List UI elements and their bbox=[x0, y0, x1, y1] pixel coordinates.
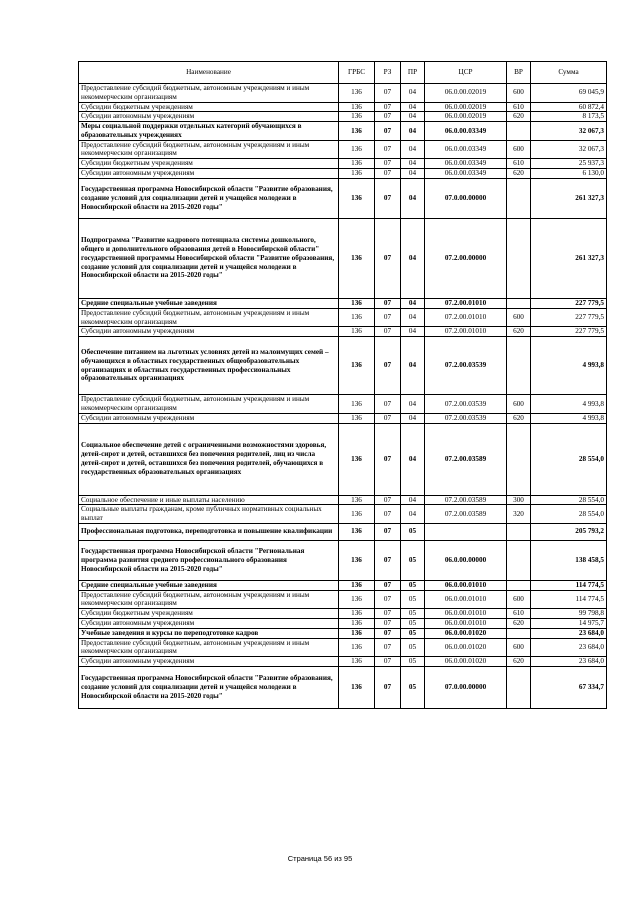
page-number: Страница 56 из 95 bbox=[287, 854, 353, 863]
cell-pr: 04 bbox=[401, 337, 425, 395]
cell-sum: 114 774,5 bbox=[531, 580, 607, 590]
cell-rz: 07 bbox=[375, 112, 401, 122]
cell-name: Предоставление субсидий бюджетным, автономным учреждениям и иным некоммерческим организациям bbox=[79, 140, 339, 159]
table-row bbox=[79, 140, 607, 159]
cell-csr: 06.0.00.03349 bbox=[425, 122, 507, 141]
cell-name: Государственная программа Новосибирской области "Развитие образования, создание условий для социализации детей и учащейся молодежи в Новосибирской области на 2015-2020 годы" bbox=[79, 178, 339, 218]
cell-name: Субсидии бюджетным учреждениям bbox=[79, 102, 339, 112]
cell-sum: 227 779,5 bbox=[531, 298, 607, 308]
cell-pr: 05 bbox=[401, 523, 425, 540]
cell-vr bbox=[507, 423, 531, 495]
table-row bbox=[79, 337, 607, 395]
table-row bbox=[79, 628, 607, 638]
cell-csr: 06.0.00.01010 bbox=[425, 590, 507, 609]
cell-vr: 610 bbox=[507, 609, 531, 619]
cell-pr: 04 bbox=[401, 308, 425, 327]
cell-vr: 620 bbox=[507, 413, 531, 423]
cell-grbs: 136 bbox=[339, 178, 375, 218]
cell-pr: 04 bbox=[401, 102, 425, 112]
table-row bbox=[79, 666, 607, 708]
header-name: Наименование bbox=[79, 62, 339, 84]
cell-sum: 69 045,9 bbox=[531, 84, 607, 103]
cell-rz: 07 bbox=[375, 618, 401, 628]
cell-vr: 600 bbox=[507, 308, 531, 327]
cell-rz: 07 bbox=[375, 84, 401, 103]
cell-vr: 600 bbox=[507, 590, 531, 609]
cell-grbs: 136 bbox=[339, 159, 375, 169]
cell-rz: 07 bbox=[375, 122, 401, 141]
table-row bbox=[79, 327, 607, 337]
cell-name: Предоставление субсидий бюджетным, автономным учреждениям и иным некоммерческим организациям bbox=[79, 590, 339, 609]
table-row bbox=[79, 505, 607, 524]
cell-name: Обеспечение питанием на льготных условиях детей из малоимущих семей – обучающихся в областных государственных общеобразовательных организациях и областных государственных профессиональных образовательных организациях bbox=[79, 337, 339, 395]
cell-grbs: 136 bbox=[339, 495, 375, 505]
cell-sum: 114 774,5 bbox=[531, 590, 607, 609]
cell-name: Меры социальной поддержки отдельных категорий обучающихся в образовательных учреждениях bbox=[79, 122, 339, 141]
cell-rz: 07 bbox=[375, 298, 401, 308]
cell-pr: 04 bbox=[401, 159, 425, 169]
cell-rz: 07 bbox=[375, 140, 401, 159]
cell-rz: 07 bbox=[375, 540, 401, 580]
cell-grbs: 136 bbox=[339, 666, 375, 708]
cell-pr: 05 bbox=[401, 609, 425, 619]
cell-csr: 06.0.00.01010 bbox=[425, 618, 507, 628]
table-row bbox=[79, 413, 607, 423]
cell-pr: 04 bbox=[401, 395, 425, 414]
cell-grbs: 136 bbox=[339, 84, 375, 103]
cell-pr: 04 bbox=[401, 122, 425, 141]
table-row bbox=[79, 638, 607, 657]
cell-sum: 28 554,0 bbox=[531, 505, 607, 524]
cell-sum: 23 684,0 bbox=[531, 628, 607, 638]
cell-rz: 07 bbox=[375, 169, 401, 179]
cell-vr bbox=[507, 540, 531, 580]
cell-name: Предоставление субсидий бюджетным, автономным учреждениям и иным некоммерческим организациям bbox=[79, 308, 339, 327]
cell-rz: 07 bbox=[375, 337, 401, 395]
cell-csr: 07.2.00.01010 bbox=[425, 308, 507, 327]
cell-pr: 04 bbox=[401, 112, 425, 122]
cell-sum: 67 334,7 bbox=[531, 666, 607, 708]
cell-vr: 620 bbox=[507, 657, 531, 667]
budget-table bbox=[78, 61, 607, 709]
cell-csr: 07.2.00.03539 bbox=[425, 413, 507, 423]
cell-name: Субсидии автономным учреждениям bbox=[79, 618, 339, 628]
cell-name: Субсидии бюджетным учреждениям bbox=[79, 609, 339, 619]
cell-name: Субсидии автономным учреждениям bbox=[79, 657, 339, 667]
cell-sum: 227 779,5 bbox=[531, 327, 607, 337]
cell-pr: 04 bbox=[401, 218, 425, 298]
cell-rz: 07 bbox=[375, 628, 401, 638]
cell-pr: 04 bbox=[401, 84, 425, 103]
cell-rz: 07 bbox=[375, 178, 401, 218]
cell-sum: 6 130,0 bbox=[531, 169, 607, 179]
cell-vr: 320 bbox=[507, 505, 531, 524]
table-row bbox=[79, 495, 607, 505]
cell-csr: 06.0.00.01020 bbox=[425, 638, 507, 657]
cell-rz: 07 bbox=[375, 580, 401, 590]
cell-sum: 99 798,8 bbox=[531, 609, 607, 619]
table-row bbox=[79, 102, 607, 112]
cell-vr: 620 bbox=[507, 169, 531, 179]
table-row bbox=[79, 159, 607, 169]
cell-grbs: 136 bbox=[339, 102, 375, 112]
table-body bbox=[79, 84, 607, 709]
cell-grbs: 136 bbox=[339, 413, 375, 423]
cell-grbs: 136 bbox=[339, 423, 375, 495]
cell-pr: 05 bbox=[401, 618, 425, 628]
cell-rz: 07 bbox=[375, 638, 401, 657]
cell-csr: 06.0.00.02019 bbox=[425, 84, 507, 103]
cell-sum: 32 067,3 bbox=[531, 140, 607, 159]
table-row bbox=[79, 657, 607, 667]
table-header-row bbox=[79, 62, 607, 84]
cell-rz: 07 bbox=[375, 327, 401, 337]
cell-name: Профессиональная подготовка, переподготовка и повышение квалификации bbox=[79, 523, 339, 540]
cell-csr bbox=[425, 523, 507, 540]
cell-grbs: 136 bbox=[339, 140, 375, 159]
cell-pr: 05 bbox=[401, 540, 425, 580]
table-row bbox=[79, 580, 607, 590]
cell-name: Средние специальные учебные заведения bbox=[79, 298, 339, 308]
cell-vr bbox=[507, 666, 531, 708]
cell-csr: 07.2.00.03589 bbox=[425, 495, 507, 505]
cell-pr: 05 bbox=[401, 638, 425, 657]
cell-csr: 06.0.00.01010 bbox=[425, 580, 507, 590]
cell-csr: 06.0.00.01010 bbox=[425, 609, 507, 619]
cell-grbs: 136 bbox=[339, 628, 375, 638]
cell-name: Субсидии автономным учреждениям bbox=[79, 112, 339, 122]
cell-grbs: 136 bbox=[339, 112, 375, 122]
cell-vr: 610 bbox=[507, 159, 531, 169]
cell-grbs: 136 bbox=[339, 298, 375, 308]
cell-name: Субсидии автономным учреждениям bbox=[79, 413, 339, 423]
cell-grbs: 136 bbox=[339, 638, 375, 657]
cell-grbs: 136 bbox=[339, 523, 375, 540]
cell-csr: 07.2.00.03589 bbox=[425, 423, 507, 495]
table-row bbox=[79, 218, 607, 298]
cell-csr: 06.0.00.02019 bbox=[425, 102, 507, 112]
cell-vr: 600 bbox=[507, 395, 531, 414]
cell-pr: 04 bbox=[401, 495, 425, 505]
cell-sum: 28 554,0 bbox=[531, 423, 607, 495]
cell-sum: 261 327,3 bbox=[531, 178, 607, 218]
cell-pr: 05 bbox=[401, 580, 425, 590]
cell-name: Подпрограмма "Развитие кадрового потенциала системы дошкольного, общего и дополнительного образования детей в Новосибирской области" государственной программы Новосибирской области "Развитие образования, создание условий для социализации детей и учащейся молодежи в Новосибирской области на 2015-2020 годы" bbox=[79, 218, 339, 298]
cell-vr bbox=[507, 523, 531, 540]
cell-rz: 07 bbox=[375, 218, 401, 298]
cell-pr: 04 bbox=[401, 178, 425, 218]
cell-rz: 07 bbox=[375, 395, 401, 414]
cell-csr: 07.2.00.00000 bbox=[425, 218, 507, 298]
cell-name: Субсидии автономным учреждениям bbox=[79, 169, 339, 179]
cell-name: Учебные заведения и курсы по переподготовке кадров bbox=[79, 628, 339, 638]
cell-sum: 4 993,8 bbox=[531, 413, 607, 423]
cell-grbs: 136 bbox=[339, 580, 375, 590]
cell-vr bbox=[507, 122, 531, 141]
table-row bbox=[79, 84, 607, 103]
cell-csr: 06.0.00.02019 bbox=[425, 112, 507, 122]
cell-pr: 04 bbox=[401, 140, 425, 159]
table-row bbox=[79, 169, 607, 179]
cell-vr: 620 bbox=[507, 112, 531, 122]
cell-rz: 07 bbox=[375, 159, 401, 169]
cell-pr: 04 bbox=[401, 327, 425, 337]
cell-csr: 06.0.00.03349 bbox=[425, 159, 507, 169]
cell-csr: 06.0.00.00000 bbox=[425, 540, 507, 580]
cell-vr: 620 bbox=[507, 327, 531, 337]
cell-vr bbox=[507, 337, 531, 395]
table-row bbox=[79, 423, 607, 495]
cell-rz: 07 bbox=[375, 495, 401, 505]
header-rz: РЗ bbox=[375, 62, 401, 84]
cell-grbs: 136 bbox=[339, 540, 375, 580]
cell-csr: 06.0.00.01020 bbox=[425, 628, 507, 638]
table-row bbox=[79, 609, 607, 619]
cell-sum: 23 684,0 bbox=[531, 657, 607, 667]
cell-vr bbox=[507, 298, 531, 308]
cell-csr: 07.2.00.03539 bbox=[425, 395, 507, 414]
table-row bbox=[79, 523, 607, 540]
cell-sum: 23 684,0 bbox=[531, 638, 607, 657]
cell-name: Субсидии бюджетным учреждениям bbox=[79, 159, 339, 169]
cell-rz: 07 bbox=[375, 523, 401, 540]
cell-rz: 07 bbox=[375, 308, 401, 327]
cell-name: Государственная программа Новосибирской области "Региональная программа развития среднего профессионального образования Новосибирской области на 2015-2020 годы" bbox=[79, 540, 339, 580]
cell-pr: 04 bbox=[401, 423, 425, 495]
cell-name: Социальные выплаты гражданам, кроме публичных нормативных социальных выплат bbox=[79, 505, 339, 524]
cell-grbs: 136 bbox=[339, 169, 375, 179]
cell-sum: 227 779,5 bbox=[531, 308, 607, 327]
cell-vr: 300 bbox=[507, 495, 531, 505]
cell-vr: 600 bbox=[507, 140, 531, 159]
cell-sum: 60 872,4 bbox=[531, 102, 607, 112]
cell-name: Средние специальные учебные заведения bbox=[79, 580, 339, 590]
cell-csr: 07.2.00.03539 bbox=[425, 337, 507, 395]
table-row bbox=[79, 298, 607, 308]
cell-rz: 07 bbox=[375, 102, 401, 112]
cell-sum: 28 554,0 bbox=[531, 495, 607, 505]
cell-name: Субсидии автономным учреждениям bbox=[79, 327, 339, 337]
cell-pr: 05 bbox=[401, 657, 425, 667]
cell-grbs: 136 bbox=[339, 609, 375, 619]
cell-vr: 610 bbox=[507, 102, 531, 112]
cell-name: Социальное обеспечение детей с ограниченными возможностями здоровья, детей-сирот и детей, оставшихся без попечения родителей, лиц из числа детей-сирот и детей, оставшихся без попечения родителей, обучающихся в государственных образовательных организациях bbox=[79, 423, 339, 495]
cell-pr: 05 bbox=[401, 590, 425, 609]
cell-sum: 4 993,8 bbox=[531, 395, 607, 414]
header-sum: Сумма bbox=[531, 62, 607, 84]
cell-csr: 06.0.00.01020 bbox=[425, 657, 507, 667]
cell-sum: 261 327,3 bbox=[531, 218, 607, 298]
table-row bbox=[79, 122, 607, 141]
cell-csr: 06.0.00.03349 bbox=[425, 140, 507, 159]
table-row bbox=[79, 308, 607, 327]
cell-pr: 04 bbox=[401, 505, 425, 524]
cell-sum: 205 793,2 bbox=[531, 523, 607, 540]
cell-name: Социальное обеспечение и иные выплаты населению bbox=[79, 495, 339, 505]
cell-grbs: 136 bbox=[339, 308, 375, 327]
cell-sum: 14 975,7 bbox=[531, 618, 607, 628]
table-row bbox=[79, 178, 607, 218]
table-row bbox=[79, 112, 607, 122]
cell-grbs: 136 bbox=[339, 395, 375, 414]
cell-vr: 620 bbox=[507, 618, 531, 628]
cell-name: Государственная программа Новосибирской области "Развитие образования, создание условий для социализации детей и учащейся молодежи в Новосибирской области на 2015-2020 годы" bbox=[79, 666, 339, 708]
cell-csr: 07.0.00.00000 bbox=[425, 178, 507, 218]
cell-vr bbox=[507, 628, 531, 638]
cell-pr: 05 bbox=[401, 666, 425, 708]
cell-grbs: 136 bbox=[339, 218, 375, 298]
header-grbs: ГРБС bbox=[339, 62, 375, 84]
cell-sum: 32 067,3 bbox=[531, 122, 607, 141]
cell-name: Предоставление субсидий бюджетным, автономным учреждениям и иным некоммерческим организациям bbox=[79, 395, 339, 414]
cell-pr: 04 bbox=[401, 298, 425, 308]
cell-grbs: 136 bbox=[339, 657, 375, 667]
cell-grbs: 136 bbox=[339, 618, 375, 628]
cell-rz: 07 bbox=[375, 590, 401, 609]
header-csr: ЦСР bbox=[425, 62, 507, 84]
cell-sum: 25 937,3 bbox=[531, 159, 607, 169]
cell-grbs: 136 bbox=[339, 122, 375, 141]
cell-vr bbox=[507, 218, 531, 298]
header-pr: ПР bbox=[401, 62, 425, 84]
table-row bbox=[79, 590, 607, 609]
cell-pr: 04 bbox=[401, 413, 425, 423]
cell-grbs: 136 bbox=[339, 327, 375, 337]
cell-vr bbox=[507, 580, 531, 590]
header-vr: ВР bbox=[507, 62, 531, 84]
cell-name: Предоставление субсидий бюджетным, автономным учреждениям и иным некоммерческим организациям bbox=[79, 84, 339, 103]
cell-rz: 07 bbox=[375, 505, 401, 524]
cell-sum: 138 458,5 bbox=[531, 540, 607, 580]
cell-vr: 600 bbox=[507, 84, 531, 103]
table-row bbox=[79, 395, 607, 414]
cell-rz: 07 bbox=[375, 423, 401, 495]
cell-pr: 05 bbox=[401, 628, 425, 638]
table-row bbox=[79, 540, 607, 580]
cell-grbs: 136 bbox=[339, 337, 375, 395]
cell-vr: 600 bbox=[507, 638, 531, 657]
cell-csr: 07.0.00.00000 bbox=[425, 666, 507, 708]
cell-csr: 07.2.00.01010 bbox=[425, 327, 507, 337]
cell-grbs: 136 bbox=[339, 590, 375, 609]
cell-csr: 07.2.00.01010 bbox=[425, 298, 507, 308]
cell-csr: 06.0.00.03349 bbox=[425, 169, 507, 179]
cell-vr bbox=[507, 178, 531, 218]
cell-rz: 07 bbox=[375, 657, 401, 667]
cell-pr: 04 bbox=[401, 169, 425, 179]
cell-name: Предоставление субсидий бюджетным, автономным учреждениям и иным некоммерческим организациям bbox=[79, 638, 339, 657]
cell-sum: 4 993,8 bbox=[531, 337, 607, 395]
table-row bbox=[79, 618, 607, 628]
cell-csr: 07.2.00.03589 bbox=[425, 505, 507, 524]
cell-sum: 8 173,5 bbox=[531, 112, 607, 122]
cell-grbs: 136 bbox=[339, 505, 375, 524]
cell-rz: 07 bbox=[375, 666, 401, 708]
cell-rz: 07 bbox=[375, 609, 401, 619]
cell-rz: 07 bbox=[375, 413, 401, 423]
